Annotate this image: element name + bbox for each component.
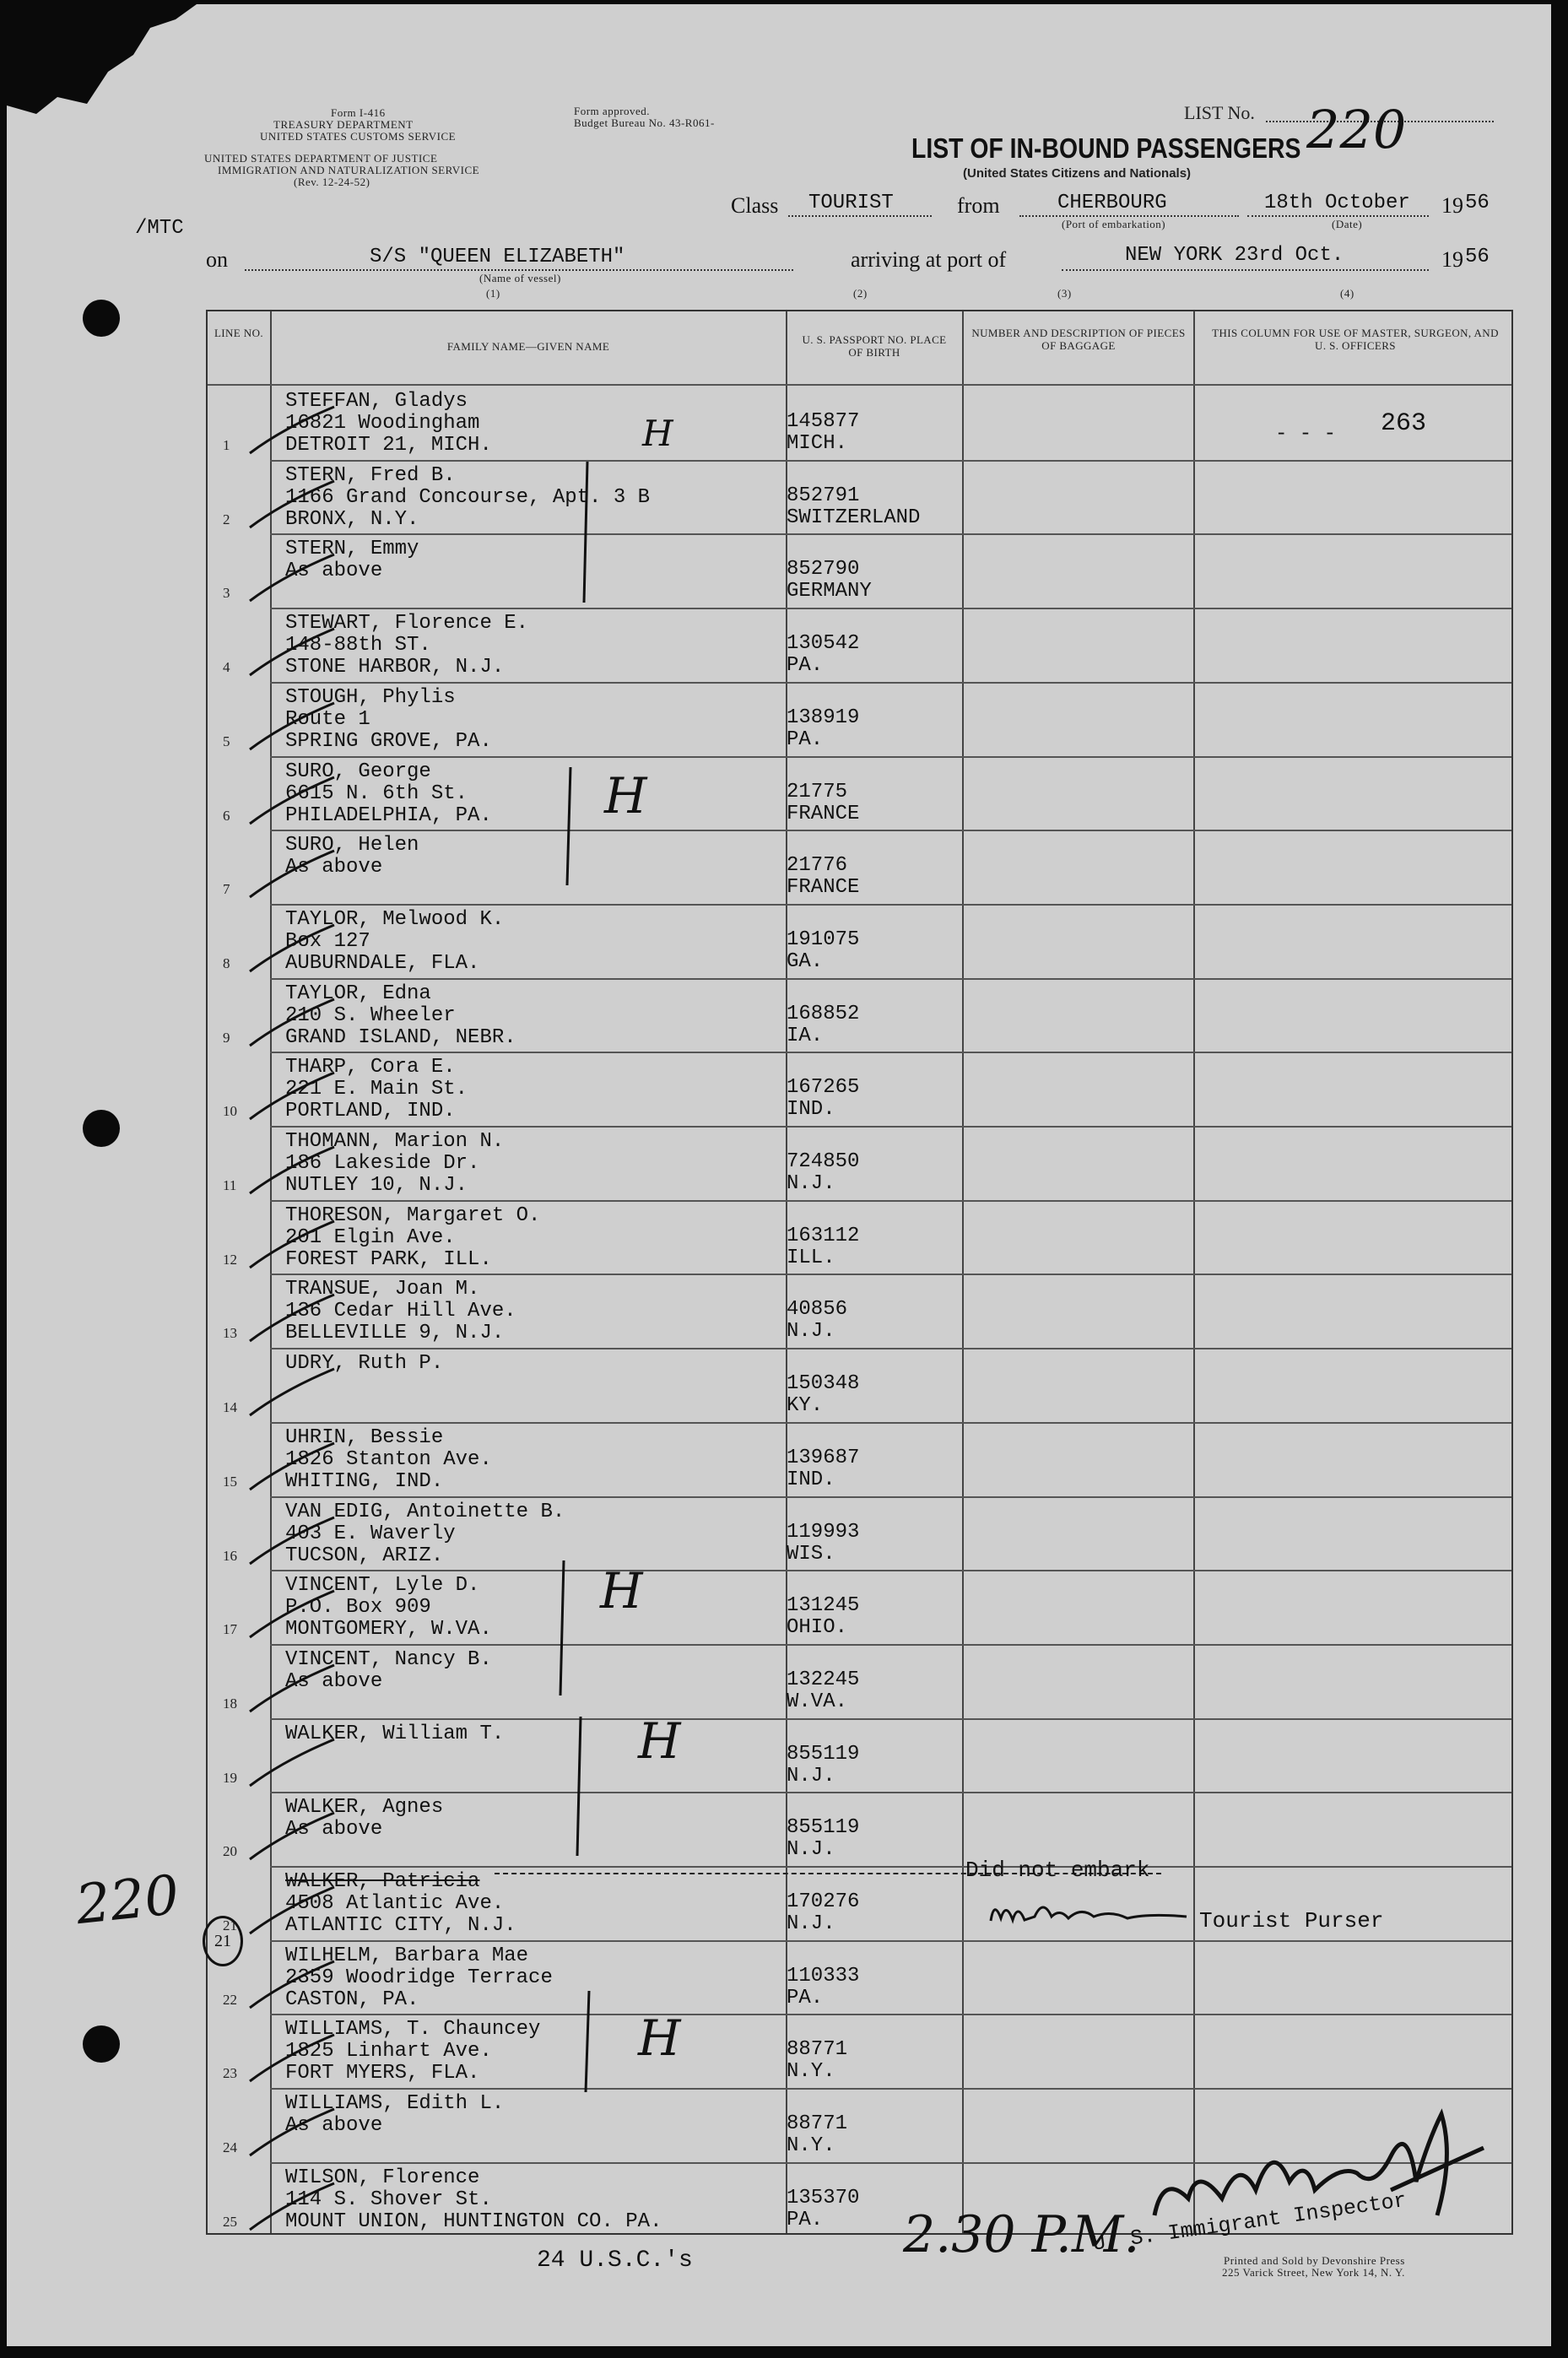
treasury-label: TREASURY DEPARTMENT [273,118,414,131]
vessel-caption: (Name of vessel) [479,272,561,284]
header-baggage: NUMBER AND DESCRIPTION OF PIECES OF BAGGAGE [971,327,1186,352]
from-label: from [957,193,1000,218]
line-number: 5 [223,733,230,749]
passport-number: 150348 [787,1372,860,1396]
line-number: 20 [223,1843,237,1860]
inspector-signature [1138,2089,1492,2241]
place-of-birth: N.Y. [787,2060,835,2084]
passenger-address: PORTLAND, IND. [285,1100,456,1123]
manifest-sheet [7,4,1551,2346]
arriving-label: arriving at port of [851,247,1007,272]
circled-line-number: 21 [203,1916,243,1966]
passenger-address: SPRING GROVE, PA. [285,729,492,753]
line-number: 10 [223,1103,237,1120]
punch-hole-bottom [83,2025,120,2063]
passenger-name: SURO, Helen [285,834,419,857]
passenger-address: Route 1 [285,707,370,731]
passenger-name: STERN, Emmy [285,538,419,561]
passport-number: 167265 [787,1076,860,1100]
embarkation-port: CHERBOURG [1057,192,1167,214]
port-embarkation-caption: (Port of embarkation) [1062,218,1166,230]
passenger-address: 201 Elgin Ave. [285,1225,456,1249]
line-number: 17 [223,1621,237,1638]
line-number: 6 [223,807,230,824]
date-caption: (Date) [1332,218,1363,230]
passenger-address: GRAND ISLAND, NEBR. [285,1025,516,1049]
torn-corner [7,4,201,122]
h-mark-walker: H [638,1712,681,1770]
passenger-address: 136 Cedar Hill Ave. [285,1300,516,1323]
did-not-embark: Did not embark [965,1858,1150,1883]
form-approved: Form approved. [574,105,651,117]
passenger-address: As above [285,856,383,879]
officer-note: 263 [1381,409,1427,438]
passenger-address: WHITING, IND. [285,1469,444,1493]
passenger-address: TUCSON, ARIZ. [285,1544,444,1567]
revision-label: (Rev. 12-24-52) [294,176,370,188]
h-mark-vincent: H [600,1562,643,1620]
departure-year: 56 [1465,192,1490,214]
column-caption-4: (4) [1340,287,1354,300]
passport-number: 855119 [787,1742,860,1766]
place-of-birth: N.J. [787,1912,835,1935]
passport-number: 110333 [787,1964,860,1988]
column-caption-1: (1) [486,287,500,300]
arrival-year: 56 [1465,246,1490,268]
passport-number: 852791 [787,484,860,507]
place-of-birth: W.VA. [787,1690,848,1713]
margin-number: 220 [73,1863,182,1938]
passenger-name: THORESON, Margaret O. [285,1203,541,1227]
place-of-birth: KY. [787,1394,824,1418]
passenger-address: ATLANTIC CITY, N.J. [285,1914,516,1937]
passport-number: 138919 [787,706,860,729]
on-label: on [206,247,228,272]
place-of-birth: IND. [787,1098,835,1122]
passport-number: 191075 [787,928,860,951]
purser-label: Tourist Purser [1199,1908,1384,1933]
justice-label: UNITED STATES DEPARTMENT OF JUSTICE [204,152,438,165]
line-number: 19 [223,1769,237,1786]
passenger-name: UDRY, Ruth P. [285,1352,444,1376]
list-no-handwritten: 220 [1306,99,1407,160]
passenger-name: STEFFAN, Gladys [285,390,468,413]
place-of-birth: N.J. [787,1764,835,1787]
passenger-address: 1166 Grand Concourse, Apt. 3 B [285,485,651,509]
passenger-name: TRANSUE, Joan M. [285,1278,480,1301]
page-subtitle: (United States Citizens and Nationals) [963,166,1192,181]
passenger-name: STOUGH, Phylis [285,685,456,709]
passenger-address: Box 127 [285,929,370,953]
passenger-name: VINCENT, Nancy B. [285,1647,492,1671]
place-of-birth: ILL. [787,1246,835,1269]
place-of-birth: GERMANY [787,580,872,603]
line-number: 8 [223,955,230,971]
passenger-address: As above [285,2114,383,2138]
punch-hole-middle [83,1110,120,1147]
passenger-address: FORT MYERS, FLA. [285,2062,480,2085]
line-number: 23 [223,2065,237,2082]
vessel-name: S/S "QUEEN ELIZABETH" [370,246,625,268]
place-of-birth: IA. [787,1024,824,1047]
line-number: 24 [223,2139,237,2156]
passenger-address: MOUNT UNION, HUNTINGTON CO. PA. [285,2209,662,2233]
departure-year-prefix: 19 [1441,193,1463,218]
place-of-birth: WIS. [787,1542,835,1566]
passenger-name: SURO, George [285,760,431,783]
arrival-time: 2.30 P.M. [903,2205,1140,2264]
passport-number: 170276 [787,1890,860,1913]
list-no-label: LIST No. [1184,102,1255,123]
passenger-address: STONE HARBOR, N.J. [285,656,505,679]
passport-number: 855119 [787,1816,860,1840]
passenger-address: 210 S. Wheeler [285,1003,456,1027]
header-line-no: LINE NO. [214,327,264,339]
passenger-address: 148-88th ST. [285,634,431,657]
passenger-address: 1825 Linhart Ave. [285,2040,492,2063]
ins-label: IMMIGRATION AND NATURALIZATION SERVICE [218,164,480,176]
line-number: 16 [223,1547,237,1564]
officer-dashes: - - - [1275,423,1337,446]
passport-number: 21776 [787,854,848,878]
passenger-address: FOREST PARK, ILL. [285,1247,492,1271]
purser-signature [984,1891,1195,1933]
line-number: 25 [223,2213,237,2230]
class-label: Class [731,193,779,218]
passport-number: 163112 [787,1224,860,1247]
printer-line-2: 225 Varick Street, New York 14, N. Y. [1222,2266,1405,2279]
from-line [1019,215,1239,217]
passenger-address: BELLEVILLE 9, N.J. [285,1322,505,1345]
passenger-address: NUTLEY 10, N.J. [285,1174,468,1197]
passenger-name: STEWART, Florence E. [285,612,529,635]
margin-code: /MTC [135,217,184,240]
passenger-name: TAYLOR, Edna [285,982,431,1005]
passport-number: 168852 [787,1002,860,1025]
passport-number: 88771 [787,2112,848,2136]
place-of-birth: SWITZERLAND [787,506,921,529]
punch-hole-top [83,300,120,337]
page-title: LIST OF IN-BOUND PASSENGERS [911,133,1301,164]
place-of-birth: FRANCE [787,876,860,900]
place-of-birth: PA. [787,654,824,678]
class-value: TOURIST [808,192,894,214]
date-line [1247,215,1429,217]
line-number: 18 [223,1695,237,1712]
passenger-address: 186 Lakeside Dr. [285,1152,480,1175]
place-of-birth: GA. [787,949,824,973]
passenger-address: PHILADELPHIA, PA. [285,803,492,827]
place-of-birth: N.J. [787,1320,835,1344]
line-number: 1 [223,437,230,453]
form-number: Form I-416 [331,106,386,119]
line-number: 13 [223,1325,237,1342]
passenger-name: THARP, Cora E. [285,1056,456,1079]
passport-number: 40856 [787,1298,848,1322]
line-number: 12 [223,1251,237,1268]
line-number: 22 [223,1991,237,2008]
passenger-address: P.O. Box 909 [285,1596,431,1620]
arrival-line [1062,269,1429,271]
vessel-line [245,269,793,271]
passport-number: 145877 [787,410,860,433]
passenger-address: 16821 Woodingham [285,412,480,435]
passport-number: 88771 [787,2038,848,2062]
passenger-name: VINCENT, Lyle D. [285,1574,480,1598]
line-number: 4 [223,659,230,676]
passenger-address: AUBURNDALE, FLA. [285,951,480,975]
passenger-name: THOMANN, Marion N. [285,1130,505,1153]
place-of-birth: N.J. [787,1838,835,1862]
arrival-port-date: NEW YORK 23rd Oct. [1125,244,1344,267]
passenger-address: DETROIT 21, MICH. [285,434,492,457]
passenger-table [206,310,1513,2235]
place-of-birth: OHIO. [787,1616,848,1640]
passenger-address: 403 E. Waverly [285,1522,456,1545]
line-number: 11 [223,1177,237,1193]
passenger-name: WILLIAMS, T. Chauncey [285,2018,541,2042]
header-officers: THIS COLUMN FOR USE OF MASTER, SURGEON, AND U. S. OFFICERS [1212,327,1499,352]
passport-number: 852790 [787,558,860,581]
place-of-birth: N.J. [787,1172,835,1195]
passport-number: 130542 [787,632,860,656]
passenger-name: TAYLOR, Melwood K. [285,907,505,931]
printer-line-1: Printed and Sold by Devonshire Press [1224,2254,1405,2267]
h-mark-stern: H [642,413,673,454]
line-number: 14 [223,1399,237,1416]
passenger-name: WALKER, William T. [285,1722,505,1745]
header-name: FAMILY NAME—GIVEN NAME [446,340,610,353]
passenger-name: STERN, Fred B. [285,463,456,487]
passport-number: 135370 [787,2186,860,2209]
header-passport: U. S. PASSPORT NO. PLACE OF BIRTH [802,333,947,359]
passenger-address: As above [285,560,383,583]
passport-number: 131245 [787,1594,860,1618]
passport-number: 139687 [787,1446,860,1469]
passenger-address: 6615 N. 6th St. [285,781,468,805]
class-line [788,215,932,217]
passport-number: 724850 [787,1150,860,1173]
passenger-address: As above [285,1669,383,1693]
line-number: 15 [223,1473,237,1490]
passenger-address: 4508 Atlantic Ave. [285,1892,505,1915]
place-of-birth: FRANCE [787,802,860,825]
passport-number: 132245 [787,1668,860,1691]
usc-count: 24 U.S.C.'s [537,2247,693,2274]
place-of-birth: PA. [787,727,824,751]
column-caption-2: (2) [853,287,868,300]
place-of-birth: IND. [787,1468,835,1491]
budget-bureau: Budget Bureau No. 43-R061- [574,116,715,129]
passenger-address: 2359 Woodridge Terrace [285,1966,553,1989]
place-of-birth: PA. [787,2208,824,2231]
passenger-address: CASTON, PA. [285,1988,419,2011]
customs-label: UNITED STATES CUSTOMS SERVICE [260,130,457,143]
passenger-name: WILSON, Florence [285,2166,480,2189]
passenger-name: WILHELM, Barbara Mae [285,1944,529,1967]
passenger-address: 114 S. Shover St. [285,2188,492,2211]
passenger-address: 221 E. Main St. [285,1078,468,1101]
passenger-address: BRONX, N.Y. [285,507,419,531]
place-of-birth: MICH. [787,432,848,455]
place-of-birth: N.Y. [787,2134,835,2158]
column-caption-3: (3) [1057,287,1072,300]
passenger-address: 1826 Stanton Ave. [285,1447,492,1471]
line-number: 3 [223,585,230,602]
passenger-name: VAN EDIG, Antoinette B. [285,1500,565,1523]
bracket-strokes [208,311,798,2236]
h-mark-suro: H [604,767,647,825]
passenger-name: UHRIN, Bessie [285,1425,444,1449]
line-number: 2 [223,511,230,527]
place-of-birth: PA. [787,1986,824,2009]
arrival-year-prefix: 19 [1441,247,1463,272]
passport-number: 119993 [787,1520,860,1544]
line-number: 21 [223,1917,237,1933]
passenger-address: As above [285,1818,383,1842]
passenger-name: WALKER, Agnes [285,1796,444,1820]
passenger-name: WILLIAMS, Edith L. [285,2092,505,2116]
passenger-address: MONTGOMERY, W.VA. [285,1618,492,1641]
h-mark-williams: H [638,2009,681,2067]
passport-number: 21775 [787,780,848,803]
line-number: 9 [223,1029,230,1046]
departure-date: 18th October [1264,192,1410,214]
line-number: 7 [223,881,230,898]
inspector-stamp: U. S. Immigrant Inspector [1091,2188,1408,2257]
passenger-name: WALKER, Patricia [285,1870,480,1893]
